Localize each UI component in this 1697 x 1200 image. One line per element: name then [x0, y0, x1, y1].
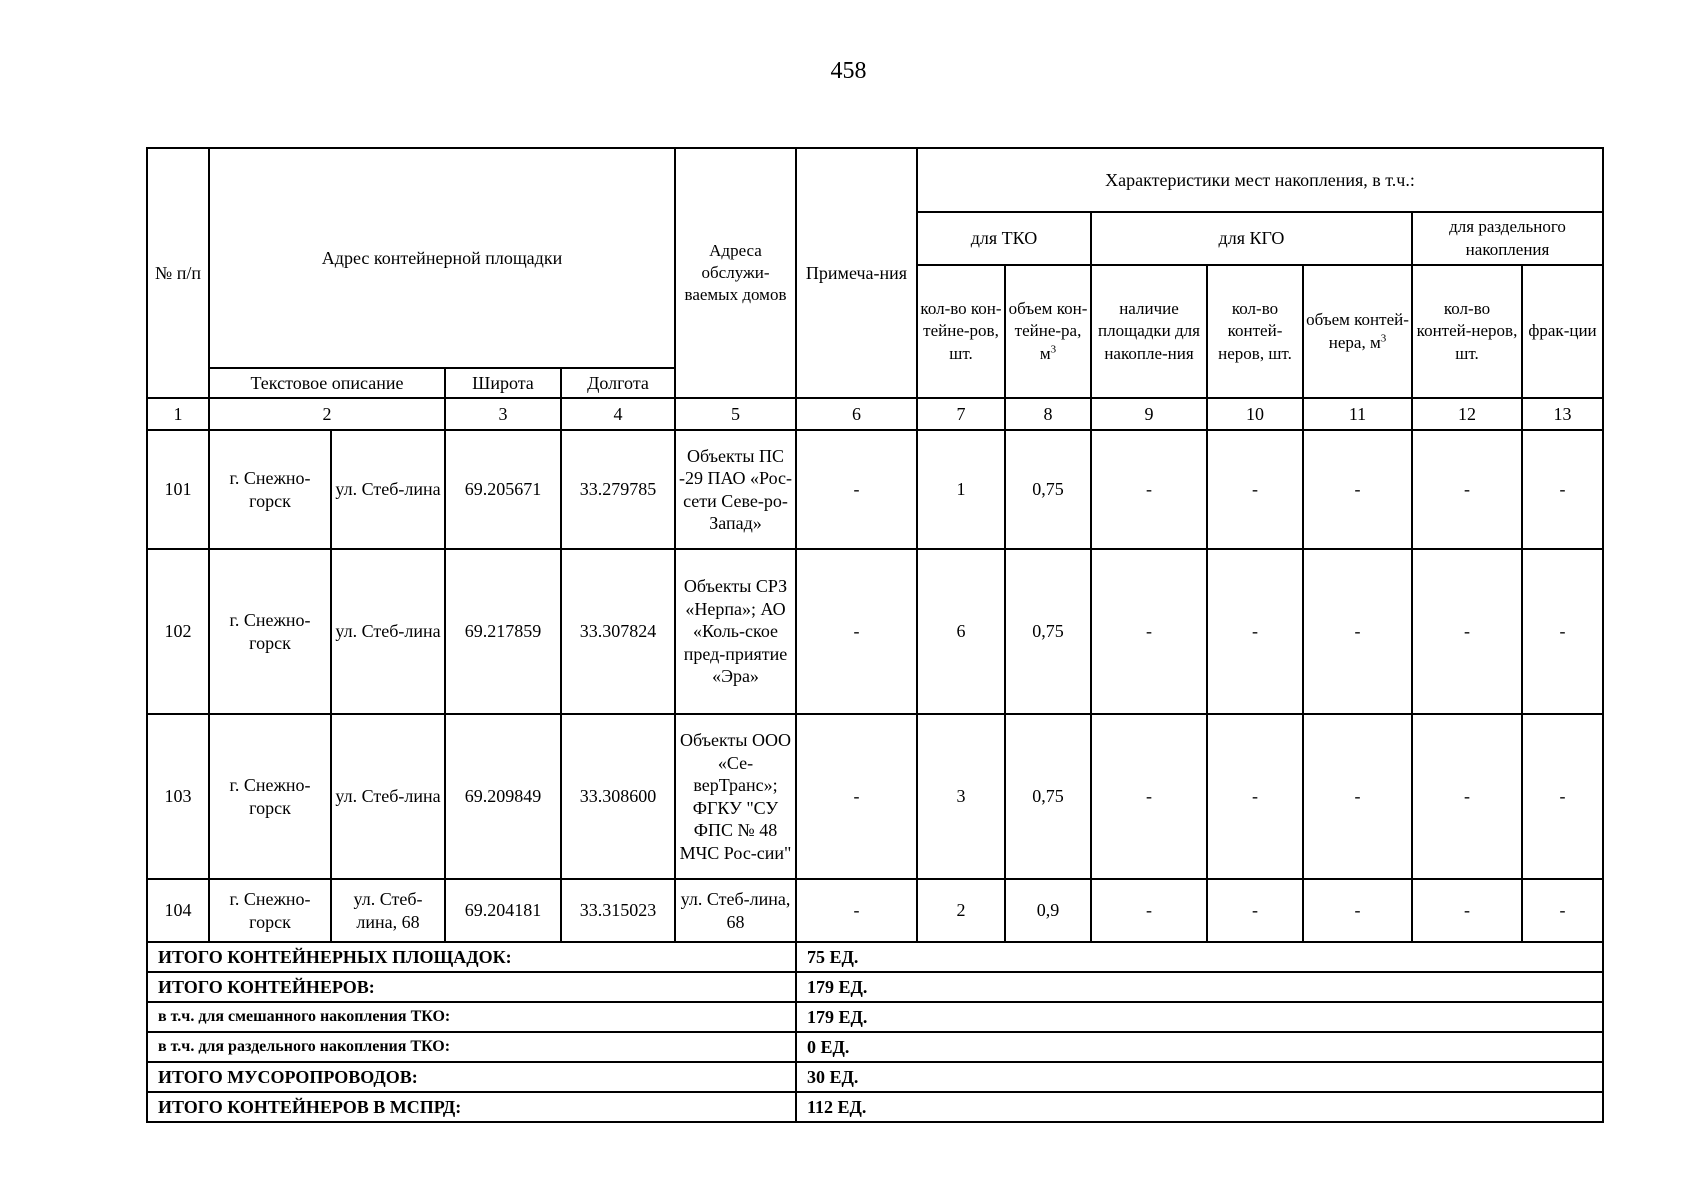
column-number: 1: [147, 398, 209, 430]
row-street: ул. Стеб-лина: [331, 549, 445, 714]
header-text-description: Текстовое описание: [209, 368, 445, 398]
total-row: [147, 1002, 1603, 1032]
total-row: [147, 1062, 1603, 1092]
total-row: [147, 1092, 1603, 1122]
row-kgo-site: -: [1091, 430, 1207, 549]
row-tko-count: 1: [917, 430, 1005, 549]
total-row: [147, 942, 1603, 972]
column-number: 8: [1005, 398, 1091, 430]
row-kgo-site: -: [1091, 714, 1207, 879]
row-num: 104: [147, 879, 209, 942]
total-label: ИТОГО МУСОРОПРОВОДОВ:: [147, 1062, 796, 1092]
header-row-1: [147, 148, 1603, 212]
total-value: 0 ЕД.: [796, 1032, 1603, 1062]
header-notes: Примеча-ния: [796, 148, 917, 398]
column-number: 9: [1091, 398, 1207, 430]
page-number: 458: [830, 58, 867, 84]
total-label: ИТОГО КОНТЕЙНЕРОВ В МСПРД:: [147, 1092, 796, 1122]
total-value: 112 ЕД.: [796, 1092, 1603, 1122]
row-served-houses: Объекты ПС -29 ПАО «Рос-сети Севе-ро-Запад»: [675, 430, 796, 549]
header-for-kgo: для КГО: [1091, 212, 1412, 265]
column-number: 7: [917, 398, 1005, 430]
table-row: [147, 714, 1603, 879]
row-latitude: 69.209849: [445, 714, 561, 879]
row-kgo-site: -: [1091, 549, 1207, 714]
row-sep-count: -: [1412, 549, 1522, 714]
row-kgo-count: -: [1207, 549, 1303, 714]
row-kgo-count: -: [1207, 879, 1303, 942]
row-kgo-volume: -: [1303, 430, 1412, 549]
row-sep-count: -: [1412, 714, 1522, 879]
row-longitude: 33.308600: [561, 714, 675, 879]
header-sep-fractions: фрак-ции: [1522, 265, 1603, 398]
column-number: 5: [675, 398, 796, 430]
row-latitude: 69.217859: [445, 549, 561, 714]
total-row: [147, 1032, 1603, 1062]
header-latitude: Широта: [445, 368, 561, 398]
row-note: -: [796, 430, 917, 549]
row-served-houses: Объекты ООО «Се-верТранс»; ФГКУ "СУ ФПС № 48 МЧС Рос-сии": [675, 714, 796, 879]
total-value: 30 ЕД.: [796, 1062, 1603, 1092]
column-number: 4: [561, 398, 675, 430]
row-street: ул. Стеб-лина: [331, 430, 445, 549]
row-tko-volume: 0,9: [1005, 879, 1091, 942]
row-sep-fractions: -: [1522, 549, 1603, 714]
row-longitude: 33.279785: [561, 430, 675, 549]
row-tko-count: 3: [917, 714, 1005, 879]
column-number: 11: [1303, 398, 1412, 430]
column-number: 3: [445, 398, 561, 430]
row-note: -: [796, 549, 917, 714]
row-sep-fractions: -: [1522, 879, 1603, 942]
column-number: 10: [1207, 398, 1303, 430]
row-tko-count: 2: [917, 879, 1005, 942]
row-street: ул. Стеб-лина, 68: [331, 879, 445, 942]
row-num: 103: [147, 714, 209, 879]
table-row: [147, 430, 1603, 549]
table-row: [147, 549, 1603, 714]
row-served-houses: ул. Стеб-лина, 68: [675, 879, 796, 942]
row-note: -: [796, 714, 917, 879]
table-row: [147, 879, 1603, 942]
total-value: 179 ЕД.: [796, 1002, 1603, 1032]
header-served-houses: Адреса обслужи-ваемых домов: [675, 148, 796, 398]
total-label: в т.ч. для смешанного накопления ТКО:: [147, 1002, 796, 1032]
row-city: г. Снежно-горск: [209, 714, 331, 879]
header-characteristics: Характеристики мест накопления, в т.ч.:: [917, 148, 1603, 212]
row-kgo-site: -: [1091, 879, 1207, 942]
column-number: 2: [209, 398, 445, 430]
row-tko-volume: 0,75: [1005, 549, 1091, 714]
row-sep-fractions: -: [1522, 714, 1603, 879]
row-kgo-count: -: [1207, 714, 1303, 879]
header-num: № п/п: [147, 148, 209, 398]
row-latitude: 69.204181: [445, 879, 561, 942]
header-longitude: Долгота: [561, 368, 675, 398]
row-tko-count: 6: [917, 549, 1005, 714]
total-label: ИТОГО КОНТЕЙНЕРНЫХ ПЛОЩАДОК:: [147, 942, 796, 972]
header-tko-count: кол-во кон-тейне-ров, шт.: [917, 265, 1005, 398]
row-note: -: [796, 879, 917, 942]
row-street: ул. Стеб-лина: [331, 714, 445, 879]
row-city: г. Снежно-горск: [209, 430, 331, 549]
column-number: 12: [1412, 398, 1522, 430]
header-tko-volume: объем кон-тейне-ра, $м^3$: [1005, 265, 1091, 398]
row-kgo-volume: -: [1303, 714, 1412, 879]
total-label: в т.ч. для раздельного накопления ТКО:: [147, 1032, 796, 1062]
column-numbers-row: [147, 398, 1603, 430]
row-num: 101: [147, 430, 209, 549]
row-num: 102: [147, 549, 209, 714]
column-number: 6: [796, 398, 917, 430]
header-for-separate: для раздельного накопления: [1412, 212, 1603, 265]
column-number: 13: [1522, 398, 1603, 430]
total-row: [147, 972, 1603, 1002]
row-city: г. Снежно-горск: [209, 549, 331, 714]
row-sep-count: -: [1412, 879, 1522, 942]
row-latitude: 69.205671: [445, 430, 561, 549]
total-value: 75 ЕД.: [796, 942, 1603, 972]
row-kgo-volume: -: [1303, 879, 1412, 942]
row-sep-count: -: [1412, 430, 1522, 549]
header-kgo-count: кол-во контей-неров, шт.: [1207, 265, 1303, 398]
row-longitude: 33.307824: [561, 549, 675, 714]
row-sep-fractions: -: [1522, 430, 1603, 549]
total-label: ИТОГО КОНТЕЙНЕРОВ:: [147, 972, 796, 1002]
header-kgo-volume: объем контей-нера, $м^3$: [1303, 265, 1412, 398]
header-for-tko: для ТКО: [917, 212, 1091, 265]
header-address: Адрес контейнерной площадки: [209, 148, 675, 368]
row-city: г. Снежно-горск: [209, 879, 331, 942]
header-kgo-site: наличие площадки для накопле-ния: [1091, 265, 1207, 398]
row-tko-volume: 0,75: [1005, 430, 1091, 549]
total-value: 179 ЕД.: [796, 972, 1603, 1002]
row-tko-volume: 0,75: [1005, 714, 1091, 879]
row-longitude: 33.315023: [561, 879, 675, 942]
header-sep-count: кол-во контей-неров, шт.: [1412, 265, 1522, 398]
row-served-houses: Объекты СРЗ «Нерпа»; АО «Коль-ское пред-приятие «Эра»: [675, 549, 796, 714]
row-kgo-volume: -: [1303, 549, 1412, 714]
container-sites-table: [146, 147, 1604, 1123]
row-kgo-count: -: [1207, 430, 1303, 549]
